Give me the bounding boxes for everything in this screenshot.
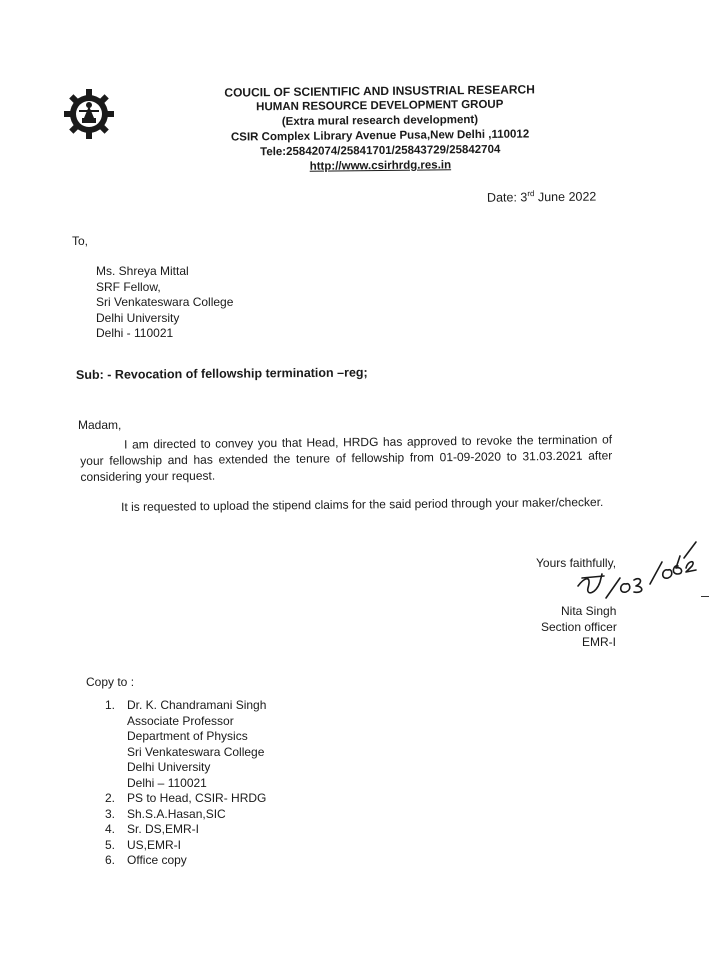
list-line: Office copy <box>127 853 187 867</box>
list-item <box>105 822 266 838</box>
date-day: 3 <box>520 190 528 205</box>
list-item <box>105 698 266 791</box>
list-item <box>105 838 266 854</box>
recipient-line: Delhi University <box>96 310 180 325</box>
to-label: To, <box>72 234 89 248</box>
list-number: 6. <box>105 853 116 867</box>
closing: Yours faithfully, <box>536 556 617 570</box>
division-name: (Extra mural research development) <box>281 113 479 129</box>
recipient-line: Delhi - 110021 <box>96 326 174 340</box>
subject-line: Sub: - Revocation of fellowship termination –reg; <box>75 365 368 382</box>
list-line: Associate Professor <box>127 713 234 728</box>
list-line: Sr. DS,EMR-I <box>127 822 200 836</box>
list-number: 4. <box>105 822 116 836</box>
org-website-link[interactable]: http://www.csirhrdg.res.in <box>309 159 452 173</box>
org-name: COUCIL OF SCIENTIFIC AND INSUSTRIAL RESEARCH <box>224 82 535 100</box>
org-phones: Tele:25842074/25841701/25843729/25842704 <box>260 143 501 159</box>
salutation: Madam, <box>78 418 122 432</box>
signatory-block <box>541 604 617 651</box>
date-label: Date: <box>486 190 517 205</box>
group-name: HUMAN RESOURCE DEVELOPMENT GROUP <box>256 98 504 114</box>
list-item <box>105 791 266 807</box>
recipient-line: Sri Venkateswara College <box>96 295 234 309</box>
copy-to-label: Copy to : <box>86 675 135 689</box>
date-rest: June 2022 <box>537 189 597 205</box>
list-line: Delhi University <box>127 760 211 774</box>
list-line: US,EMR-I <box>127 837 181 852</box>
list-number: 1. <box>105 698 116 712</box>
letterhead <box>190 82 571 176</box>
body-paragraph-2: It is requested to upload the stipend claims for the said period through your maker/checker. <box>121 494 604 514</box>
list-line: Sri Venkateswara College <box>127 744 265 759</box>
recipient-line: Ms. Shreya Mittal <box>96 264 189 278</box>
list-number: 3. <box>105 806 116 821</box>
list-line: Delhi – 110021 <box>127 775 207 790</box>
recipient-address <box>96 264 233 342</box>
signatory-name: Nita Singh <box>561 604 617 618</box>
csir-logo-icon <box>63 88 115 140</box>
list-number: 2. <box>105 791 116 805</box>
signatory-unit: EMR-I <box>582 635 616 649</box>
list-item <box>105 807 266 823</box>
list-line: Dr. K. Chandramani Singh <box>127 698 267 712</box>
scan-edge-mark <box>701 596 709 597</box>
org-address: CSIR Complex Library Avenue Pusa,New Delhi ,110012 <box>230 128 530 144</box>
recipient-line: SRF Fellow, <box>96 279 161 294</box>
list-item <box>105 853 266 869</box>
date-suffix: rd <box>527 189 535 199</box>
body-paragraph-1: I am directed to convey you that Head, HRDG has approved to revoke the termination of your fellowship and has extended the tenure of fellowship from 01-09-2020 to 31.03.2021 after considering your request. <box>80 432 613 484</box>
list-line: PS to Head, CSIR- HRDG <box>127 791 267 805</box>
letter-date <box>487 188 596 204</box>
list-line: Sh.S.A.Hasan,SIC <box>127 806 226 821</box>
list-line: Department of Physics <box>127 729 248 743</box>
handwritten-signature-icon <box>574 538 704 608</box>
list-number: 5. <box>105 837 116 852</box>
signatory-designation: Section officer <box>541 619 617 634</box>
copy-list <box>105 698 266 869</box>
